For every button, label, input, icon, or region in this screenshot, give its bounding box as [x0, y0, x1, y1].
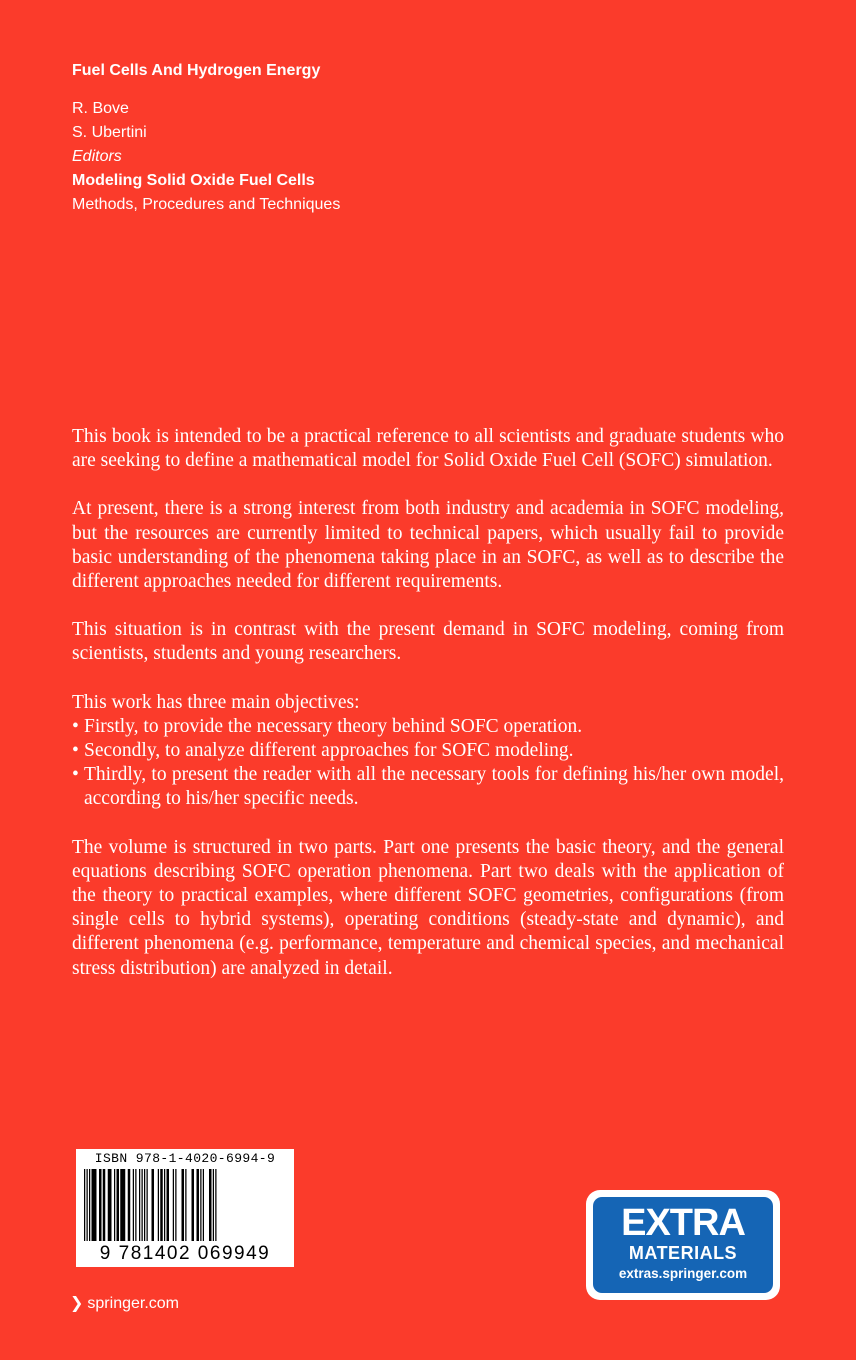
editor-name-ubertini: S. Ubertini [72, 124, 147, 141]
description-paragraph: At present, there is a strong interest from both industry and academia in SOFC modeling, but the resources are currently limited to technical papers, which usually fail to provide basic understanding of the phenomena taking place in an SOFC, as well as to describe the different approaches needed for different requirements. [72, 498, 784, 593]
barcode-bar [89, 1169, 90, 1241]
barcode-bar [117, 1169, 120, 1241]
book-subtitle: Methods, Procedures and Techniques [72, 196, 341, 213]
barcode-bar [139, 1169, 140, 1241]
objectives-intro: This work has three main objectives: [72, 691, 360, 713]
description-paragraph: The volume is structured in two parts. Part one presents the basic theory, and the general equations describing SOFC operation phenomena. Part two deals with the application of the theory to practical examples, where different SOFC geometries, configurations (from single cells to hybrid systems), operating conditions (steady-state and dynamic), and different phenomena (e.g. performance, temperature and chemical species, and mechanical stress distribution) are analyzed in detail. [72, 836, 784, 979]
isbn-label: ISBN 978-1-4020-6994-9 [94, 1151, 276, 1166]
barcode-bar [128, 1169, 131, 1241]
barcode-bar [103, 1169, 106, 1241]
isbn-barcode [76, 1149, 294, 1267]
barcode-bar [92, 1169, 97, 1241]
barcode-bar [200, 1169, 201, 1241]
chevron-right-icon: ❯ [70, 1295, 84, 1312]
barcode-bar [114, 1169, 115, 1241]
barcode-bar [84, 1169, 85, 1241]
barcode-bar [108, 1169, 112, 1241]
barcode-bar [99, 1169, 102, 1241]
editor-name-bove: R. Bove [72, 100, 129, 117]
springer-website-link[interactable] [70, 1293, 179, 1313]
barcode-bar [182, 1169, 185, 1241]
objective-item: • Firstly, to provide the necessary theory behind SOFC operation. [72, 715, 784, 739]
isbn-digits: 9 781402 069949 [99, 1243, 271, 1264]
objective-item: • Secondly, to analyze different approaches for SOFC modeling. [72, 739, 784, 763]
barcode-bar [175, 1169, 176, 1241]
objective-item: • Thirdly, to present the reader with all the necessary tools for defining his/her own model, according to his/her specific needs. [72, 763, 784, 811]
barcode-bar [185, 1169, 186, 1241]
badge-url: extras.springer.com [618, 1266, 748, 1281]
badge-title: EXTRA [621, 1202, 745, 1244]
extra-materials-badge[interactable] [586, 1190, 780, 1300]
description-paragraph: This book is intended to be a practical reference to all scientists and graduate students who are seeking to define a mathematical model for Solid Oxide Fuel Cell (SOFC) simulation. [72, 426, 784, 472]
series-title: Fuel Cells And Hydrogen Energy [72, 62, 321, 79]
barcode-bar [160, 1169, 163, 1241]
book-description [72, 425, 784, 1005]
barcode-bar [120, 1169, 125, 1241]
barcode-bar [209, 1169, 212, 1241]
book-title: Modeling Solid Oxide Fuel Cells [72, 172, 315, 189]
barcode-bar [173, 1169, 174, 1241]
editors-label: Editors [72, 148, 122, 165]
barcode-bar [215, 1169, 216, 1241]
objectives-list [72, 715, 784, 812]
barcode-bar [213, 1169, 214, 1241]
barcode-bar [197, 1169, 200, 1241]
barcode-bar [167, 1169, 170, 1241]
badge-subtitle: MATERIALS [628, 1243, 738, 1263]
description-paragraph: This situation is in contrast with the present demand in SOFC modeling, coming from scientists, students and young researchers. [72, 619, 784, 665]
barcode-bar [203, 1169, 204, 1241]
cover-header [72, 60, 672, 217]
extra-materials-badge-inner [593, 1197, 773, 1293]
barcode-bar [135, 1169, 136, 1241]
springer-link-text: springer.com [87, 1295, 179, 1312]
barcode-bar [164, 1169, 165, 1241]
barcode-bar [87, 1169, 88, 1241]
barcode-bar [158, 1169, 159, 1241]
barcode-icon [82, 1169, 288, 1245]
barcode-bar [144, 1169, 145, 1241]
barcode-bar [133, 1169, 134, 1241]
barcode-bar [152, 1169, 155, 1241]
barcode-bar [147, 1169, 148, 1241]
barcode-bar [192, 1169, 195, 1241]
barcode-bar [142, 1169, 143, 1241]
